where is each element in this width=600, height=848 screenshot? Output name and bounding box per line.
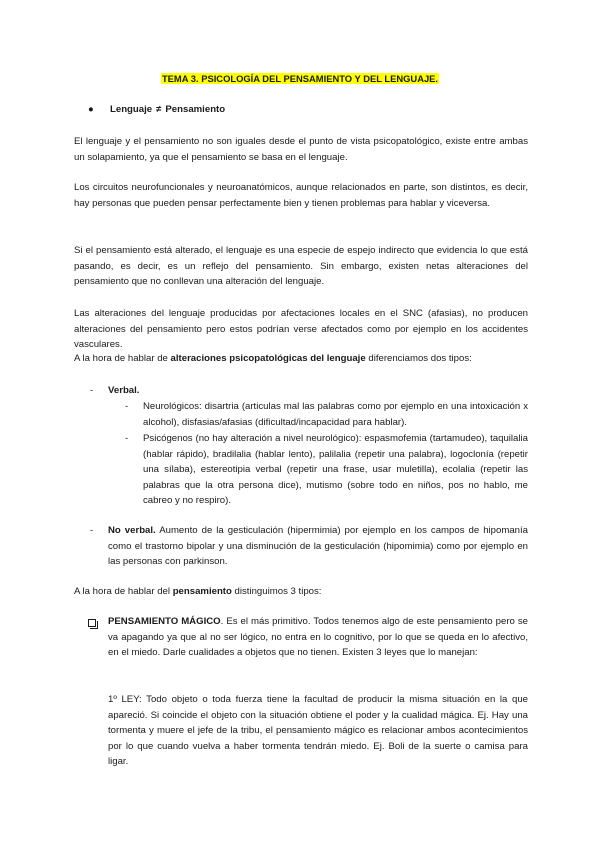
verbal-item-1-dash: - (125, 401, 129, 412)
bullet-left: Lenguaje (110, 104, 153, 115)
no-verbal-text: Aumento de la gesticulación (hipermimia) por ejemplo en los campos de hipomanía como el trastorno bipolar y una disminución de la gesticulación (hipomimia) como por ejemplo en las personas con parkinson. (108, 525, 528, 567)
pensamiento-magico-text: . Es el más primitivo. Todos tenemos algo de este pensamiento pero se va apagando ya que al no ser lógico, no entra en lo cognitivo, por lo que se queda en lo afectivo, en el miedo. Darle cualidades a objetos que no tienen. Existen 3 leyes que lo manejan: (108, 616, 528, 658)
no-verbal-label: No verbal. (108, 525, 156, 536)
pensamiento-intro-pre: A la hora de hablar del (74, 586, 173, 597)
no-verbal-paragraph (108, 523, 528, 570)
verbal-dash: - (90, 385, 94, 396)
title-highlight: TEMA 3. PSICOLOGÍA DEL PENSAMIENTO Y DEL LENGUAJE. (161, 73, 439, 84)
bullet-dot-icon: ● (88, 104, 94, 115)
pensamiento-intro-bold: pensamiento (172, 586, 232, 597)
pensamiento-intro-post: distinguimos 3 tipos: (231, 586, 322, 597)
p5-bold: alteraciones psicopatológicas del lenguaje (170, 353, 366, 364)
paragraph-1: El lenguaje y el pensamiento no son iguales desde el punto de vista psicopatológico, existe entre ambas un solapamiento, ya que el pensamiento se basa en el lenguaje. (74, 136, 528, 163)
ley-1-paragraph: 1º LEY: Todo objeto o toda fuerza tiene la facultad de producir la misma situación en la que apareció. Si coincide el objeto con la situación obtiene el poder y la cualidad mágica. Ej. Hay una tormenta y muere el jefe de la tribu, el pensamiento mágico es relacionar ambos acontecimientos por lo que cuando vuelva a haber tormenta tendrán miedo. Ej. Boli de la suerte o camisa para ligar. (108, 694, 528, 767)
paragraph-5 (74, 351, 528, 367)
verbal-item-1: Neurológicos: disartria (articulas mal las palabras como por ejemplo en una intoxicación x alcohol), disfasias/afasias (dificultad/incapacidad para hablar). (143, 401, 528, 428)
pensamiento-intro (74, 584, 528, 600)
document-title (0, 72, 600, 86)
verbal-item-2: Psicógenos (no hay alteración a nivel neurológico): espasmofemia (tartamudeo), taquilalia (hablar rápido), bradilalia (hablar lento), palilalia (repetir una palabra), logoclonía (repetir una sílaba), estereotipia verbal (repetir una frase, usar muletilla), ecolalia (repetir las palabras que la otra persona dice), mutismo (sobre todo en niños, pos no hablo, me cabreo y no respiro). (143, 433, 528, 506)
pensamiento-magico-label: PENSAMIENTO MÁGICO (108, 616, 221, 627)
p5-pre: A la hora de hablar de (74, 353, 171, 364)
paragraph-2: Los circuitos neurofuncionales y neuroanatómicos, aunque relacionados en parte, son distintos, es decir, hay personas que pueden pensar perfectamente bien y tienen problemas para hablar y viceversa. (74, 182, 528, 209)
paragraph-3: Si el pensamiento está alterado, el lenguaje es una especie de espejo indirecto que evidencia lo que está pasando, es decir, es un reflejo del pensamiento. Sin embargo, existen netas alteraciones del pensamiento que no conllevan una alteración del lenguaje. (74, 245, 528, 287)
not-equal-icon: ≠ (156, 104, 162, 115)
paragraph-4: Las alteraciones del lenguaje producidas por afectaciones locales en el SNC (afasias), no producen alteraciones del pensamiento pero estos podrían verse afectados como por ejemplo en los accidentes vasculares. (74, 308, 528, 350)
checkbox-bullet-icon (88, 619, 96, 627)
verbal-item-2-dash: - (125, 433, 129, 444)
bullet-lenguaje-pensamiento (88, 103, 225, 117)
pensamiento-magico-paragraph (108, 614, 528, 661)
verbal-label: Verbal. (108, 385, 140, 396)
no-verbal-dash: - (90, 525, 94, 536)
p5-post: diferenciamos dos tipos: (365, 353, 472, 364)
bullet-right: Pensamiento (165, 104, 226, 115)
